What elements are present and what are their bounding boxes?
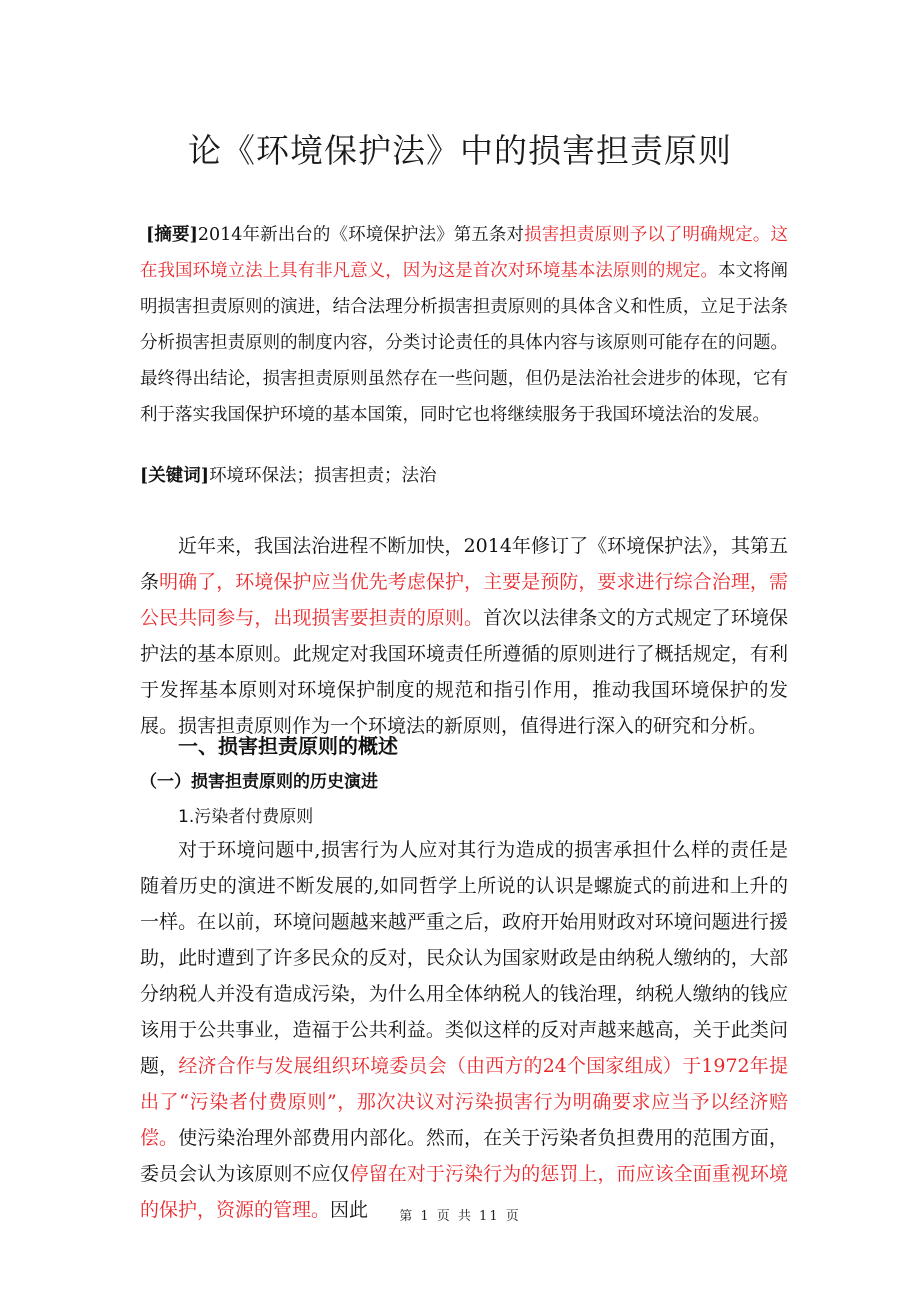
history-part1: 对于环境问题中,损害行为人应对其行为造成的损害承担什么样的责任是随着历史的演进不断发展的,如同哲学上所说的认识是螺旋式的前进和上升的一样。在以前，环境问题越来越严重之后，政府开始用财政对环境问题进行援助，此时遭到了许多民众的反对，民众认为国家财政是由纳税人缴纳的，大部分纳税人并没有造成污染，为什么用全体纳税人的钱治理，纳税人缴纳的钱应该用于公共事业，造福于公共利益。类似这样的反对声越来越高，关于此类问题，: [140, 839, 788, 1077]
keywords: [140, 458, 437, 494]
intro-highlight: 明确了，环境保护应当优先考虑保护，主要是预防，要求进行综合治理，需公民共同参与，出现损害要担责的原则。: [140, 571, 788, 629]
history-part3: 因此: [330, 1199, 369, 1221]
history-highlight-1: 经济合作与发展组织环境委员会（由西方的24个国家组成）于1972年提出了“污染者付费原则”，那次决议对污染损害行为明确要求应当予以经济赔偿。: [140, 1055, 788, 1149]
history-highlight-2: 停留在对于污染行为的惩罚上，而应该全面重视环境的保护，资源的管理。: [140, 1163, 788, 1221]
history-part2: 使污染治理外部费用内部化。然而，在关于污染者负担费用的范围方面，委员会认为该原则不应仅: [140, 1127, 788, 1185]
abstract-highlight: 损害担责原则予以了明确规定。这在我国环境立法上具有非凡意义，因为这是首次对环境基本法原则的规定。: [140, 225, 788, 281]
history-paragraph: [140, 832, 788, 1228]
abstract-label: [摘要]: [146, 225, 198, 245]
intro-paragraph: [140, 528, 788, 744]
abstract-body: 本文将阐明损害担责原则的演进，结合法理分析损害担责原则的具体含义和性质，立足于法条分析损害担责原则的制度内容，分类讨论责任的具体内容与该原则可能存在的问题。最终得出结论，损害担责原则虽然存在一些问题，但仍是法治社会进步的体现，它有利于落实我国保护环境的基本国策，同时它也将继续服务于我国环境法治的发展。: [140, 261, 789, 425]
section-heading-2: （一）损害担责原则的历史演进: [140, 772, 378, 792]
intro-part1: 近年来，我国法治进程不断加快，2014年修订了《环境保护法》，其第五条: [140, 535, 788, 593]
keywords-label: [关键词]: [140, 466, 210, 486]
abstract: [140, 217, 788, 433]
section-heading-1: 一、损害担责原则的概述: [178, 734, 398, 758]
abstract-line-start: 2014年新出台的《环境保护法》第五条对: [197, 225, 525, 245]
document-title: 论《环境保护法》中的损害担责原则: [188, 131, 732, 170]
keywords-text: 环境环保法；损害担责；法治: [209, 466, 437, 486]
page-footer: 第 1 页 共 11 页: [399, 1209, 521, 1224]
section-heading-3: 1.污染者付费原则: [178, 807, 314, 827]
intro-part2: 首次以法律条文的方式规定了环境保护法的基本原则。此规定对我国环境责任所遵循的原则进行了概括规定，有利于发挥基本原则对环境保护制度的规范和指引作用，推动我国环境保护的发展。损害担责原则作为一个环境法的新原则，值得进行深入的研究和分析。: [140, 607, 788, 737]
